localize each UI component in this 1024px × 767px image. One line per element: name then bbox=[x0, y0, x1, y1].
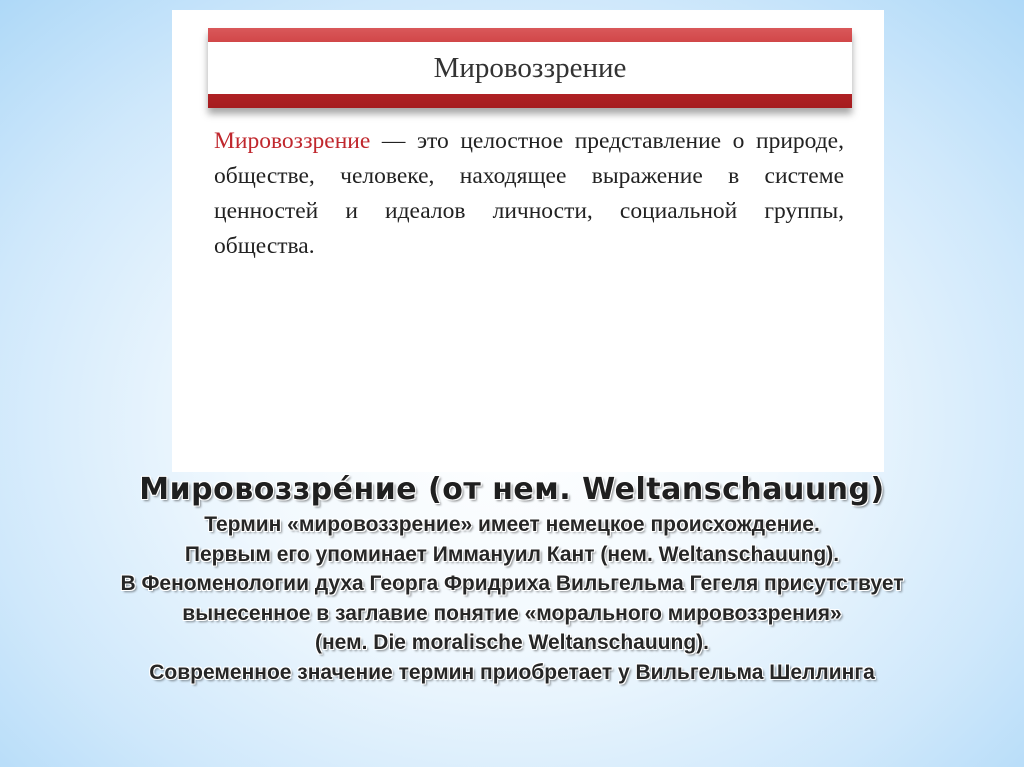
caption-heading: Мировоззре́ние (от нем. Weltanschauung) bbox=[139, 472, 885, 507]
caption-line: Первым его упоминает Иммануил Кант (нем. Weltanschauung). bbox=[184, 542, 840, 566]
definition-text bbox=[214, 124, 844, 264]
banner-title: Мировоззрение bbox=[208, 42, 852, 94]
caption-block bbox=[0, 470, 1024, 687]
caption-line: Термин «мировоззрение» имеет немецкое происхождение. bbox=[204, 513, 820, 536]
caption-line: В Феноменологии духа Георга Фридриха Вильгельма Гегеля присутствует bbox=[120, 572, 904, 595]
title-banner bbox=[208, 28, 852, 108]
definition-body: — это целостное представление о природе, обществе, человеке, находящее выражение в системе ценностей и идеалов личности, социальной группы, общества. bbox=[214, 128, 844, 259]
caption-line: Современное значение термин приобретает у Вильгельма Шеллинга bbox=[149, 660, 875, 684]
definition-term: Мировоззрение bbox=[214, 128, 371, 154]
caption-line: (нем. Die moralische Weltanschauung). bbox=[315, 631, 709, 654]
slide-image bbox=[172, 10, 884, 472]
caption-line: вынесенное в заглавие понятие «морального мировоззрения» bbox=[182, 601, 842, 625]
